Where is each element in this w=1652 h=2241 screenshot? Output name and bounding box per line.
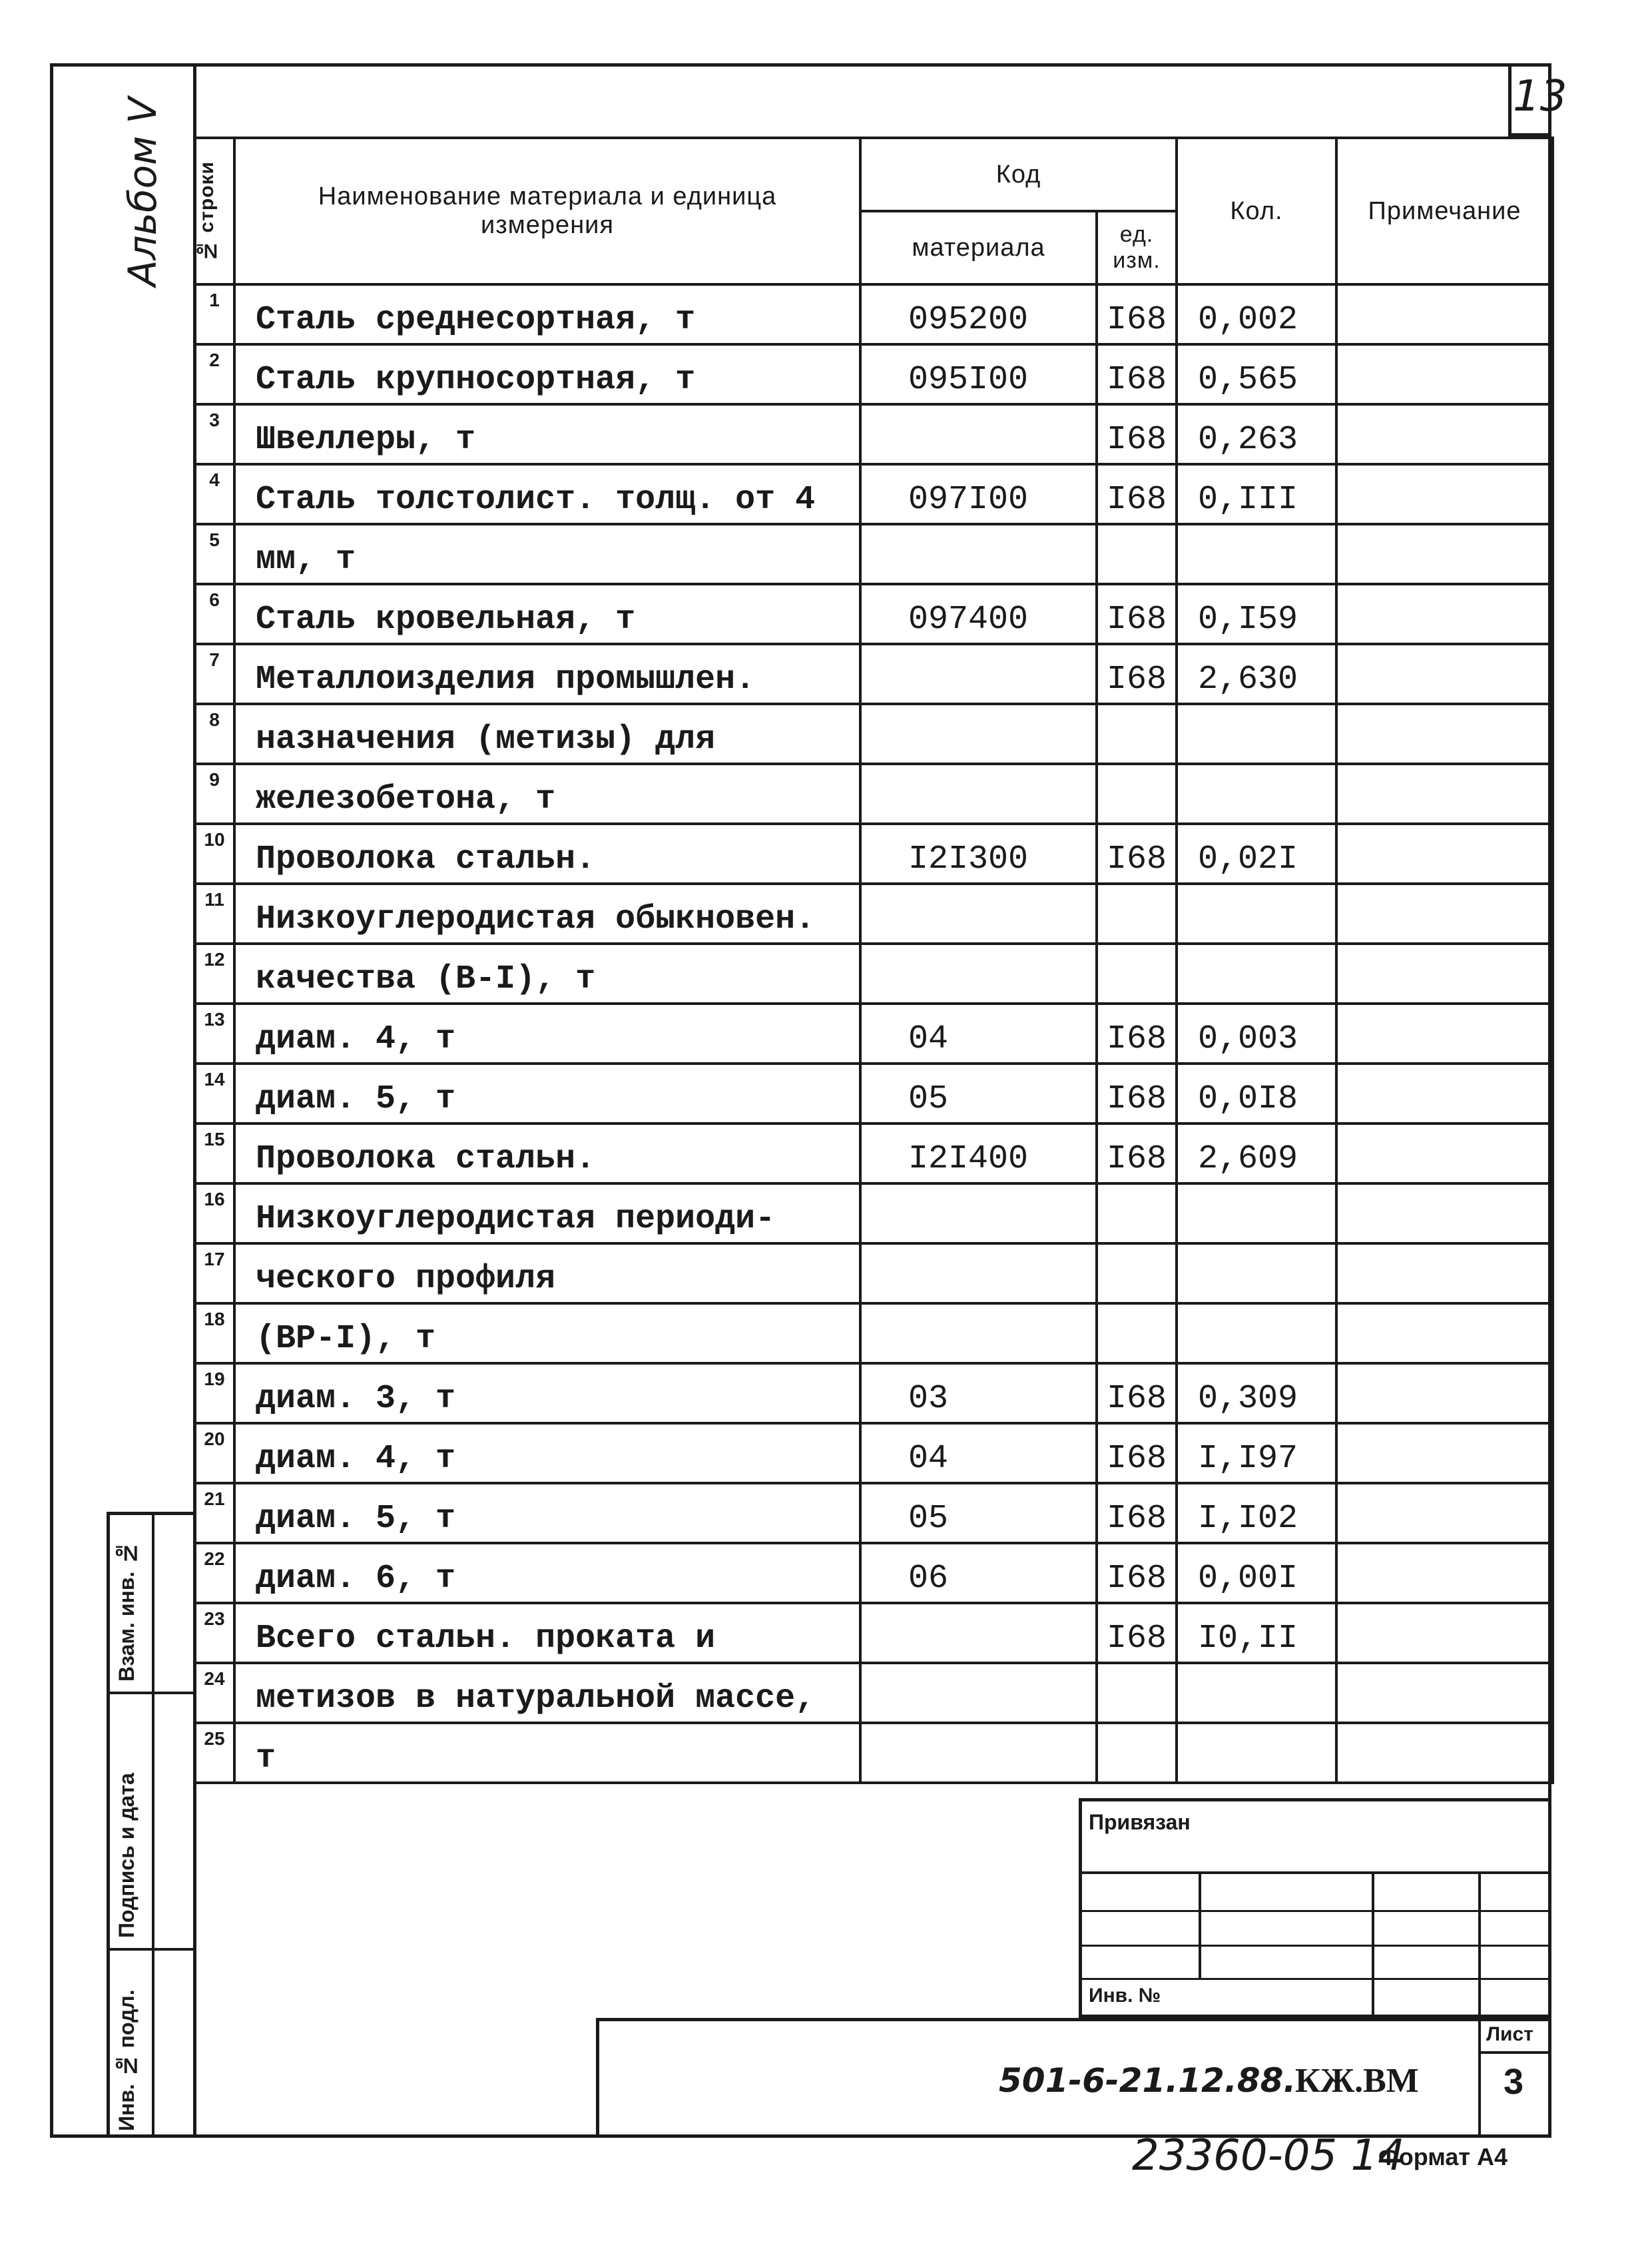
row-note <box>1336 824 1553 884</box>
format-label: Формат А4 <box>1378 2143 1508 2170</box>
row-name: диам. 4, т <box>234 1423 860 1483</box>
row-note <box>1336 404 1553 464</box>
row-qty: 2,630 <box>1177 644 1336 704</box>
row-name: назначения (метизы) для <box>234 704 860 764</box>
table-row <box>194 584 1553 644</box>
row-number: 3 <box>194 404 234 464</box>
row-name: мм, т <box>234 524 860 584</box>
row-material-code <box>860 524 1097 584</box>
table-row <box>194 1243 1553 1303</box>
row-unit: I68 <box>1097 584 1177 644</box>
row-qty: 0,002 <box>1177 284 1336 344</box>
row-unit: I68 <box>1097 284 1177 344</box>
row-material-code <box>860 1303 1097 1363</box>
row-unit <box>1097 1243 1177 1303</box>
row-note <box>1336 1663 1553 1723</box>
row-note <box>1336 1483 1553 1543</box>
row-note <box>1336 1004 1553 1064</box>
doc-mark: КЖ.ВМ <box>1295 2062 1419 2100</box>
row-number: 23 <box>194 1603 234 1663</box>
table-row <box>194 1123 1553 1183</box>
row-qty <box>1177 764 1336 824</box>
row-note <box>1336 644 1553 704</box>
row-number: 4 <box>194 464 234 524</box>
row-unit: I68 <box>1097 824 1177 884</box>
table-row <box>194 284 1553 344</box>
row-number: 6 <box>194 584 234 644</box>
row-material-code: 097400 <box>860 584 1097 644</box>
row-qty <box>1177 524 1336 584</box>
row-qty: 2,609 <box>1177 1123 1336 1183</box>
row-material-code <box>860 1183 1097 1243</box>
side-stamp-divider <box>152 1512 154 2138</box>
header-name: Наименование материала и единица измерения <box>234 138 860 284</box>
row-name: качества (В-I), т <box>234 944 860 1004</box>
row-material-code: 097I00 <box>860 464 1097 524</box>
table-row <box>194 1423 1553 1483</box>
row-material-code <box>860 704 1097 764</box>
sheet-label-line <box>1478 2051 1551 2054</box>
row-qty: 0,309 <box>1177 1363 1336 1423</box>
row-number: 13 <box>194 1004 234 1064</box>
row-material-code <box>860 1243 1097 1303</box>
row-qty: 0,02I <box>1177 824 1336 884</box>
row-material-code <box>860 884 1097 944</box>
header-unit: ед. изм. <box>1097 211 1177 284</box>
row-unit <box>1097 704 1177 764</box>
row-number: 18 <box>194 1303 234 1363</box>
row-name: диам. 3, т <box>234 1363 860 1423</box>
row-note <box>1336 584 1553 644</box>
table-row <box>194 1723 1553 1783</box>
row-unit <box>1097 1663 1177 1723</box>
row-qty: 0,I59 <box>1177 584 1336 644</box>
row-name: Сталь среднесортная, т <box>234 284 860 344</box>
row-name: Проволока стальн. <box>234 1123 860 1183</box>
header-row-1 <box>194 138 1553 211</box>
row-qty <box>1177 884 1336 944</box>
corner-sheet-number: 13 <box>1513 72 1567 121</box>
row-unit: I68 <box>1097 404 1177 464</box>
row-material-code <box>860 1603 1097 1663</box>
row-qty: 0,III <box>1177 464 1336 524</box>
row-number: 10 <box>194 824 234 884</box>
row-material-code <box>860 404 1097 464</box>
row-name: диам. 5, т <box>234 1483 860 1543</box>
row-number: 22 <box>194 1543 234 1603</box>
row-material-code: 04 <box>860 1004 1097 1064</box>
row-material-code: 095200 <box>860 284 1097 344</box>
row-number: 9 <box>194 764 234 824</box>
row-number: 21 <box>194 1483 234 1543</box>
row-unit: I68 <box>1097 1423 1177 1483</box>
table-row <box>194 824 1553 884</box>
bound-label: Привязан <box>1089 1810 1191 1834</box>
row-note <box>1336 464 1553 524</box>
row-qty: I0,II <box>1177 1603 1336 1663</box>
row-number: 12 <box>194 944 234 1004</box>
row-unit: I68 <box>1097 1603 1177 1663</box>
row-note <box>1336 704 1553 764</box>
row-material-code: I2I400 <box>860 1123 1097 1183</box>
row-unit <box>1097 1183 1177 1243</box>
row-unit: I68 <box>1097 1363 1177 1423</box>
row-note <box>1336 1603 1553 1663</box>
row-note <box>1336 764 1553 824</box>
table-row <box>194 1183 1553 1243</box>
row-material-code <box>860 944 1097 1004</box>
row-unit <box>1097 884 1177 944</box>
row-material-code: 095I00 <box>860 344 1097 404</box>
row-material-code: 05 <box>860 1483 1097 1543</box>
row-number: 20 <box>194 1423 234 1483</box>
row-qty <box>1177 704 1336 764</box>
materials-table <box>193 137 1554 1784</box>
side-replace-inv: Взам. инв. № <box>115 1541 138 1682</box>
row-qty: I,I97 <box>1177 1423 1336 1483</box>
row-name: диам. 4, т <box>234 1004 860 1064</box>
row-name: Низкоуглеродистая периоди- <box>234 1183 860 1243</box>
row-qty: I,I02 <box>1177 1483 1336 1543</box>
row-note <box>1336 1064 1553 1123</box>
archive-number: 23360-05 14 <box>1132 2131 1405 2180</box>
row-material-code <box>860 1663 1097 1723</box>
side-stamp-line-2 <box>107 1948 193 1951</box>
row-unit <box>1097 524 1177 584</box>
row-number: 5 <box>194 524 234 584</box>
row-name: диам. 6, т <box>234 1543 860 1603</box>
table-row <box>194 884 1553 944</box>
row-qty <box>1177 1723 1336 1783</box>
row-unit: I68 <box>1097 344 1177 404</box>
table-row <box>194 1303 1553 1363</box>
row-note <box>1336 1123 1553 1183</box>
table-row <box>194 1603 1553 1663</box>
row-unit: I68 <box>1097 1064 1177 1123</box>
table-row <box>194 1004 1553 1064</box>
sheet-value: 3 <box>1504 2062 1524 2102</box>
row-name: Сталь кровельная, т <box>234 584 860 644</box>
row-name: железобетона, т <box>234 764 860 824</box>
row-qty: 0,003 <box>1177 1004 1336 1064</box>
table-row <box>194 704 1553 764</box>
side-sign-date: Подпись и дата <box>115 1773 138 1938</box>
row-name: Всего стальн. проката и <box>234 1603 860 1663</box>
row-name: Металлоизделия промышлен. <box>234 644 860 704</box>
row-number: 24 <box>194 1663 234 1723</box>
row-unit <box>1097 1723 1177 1783</box>
row-name: Сталь толстолист. толщ. от 4 <box>234 464 860 524</box>
row-material-code <box>860 644 1097 704</box>
header-row-no: № строки <box>194 138 234 284</box>
row-name: Проволока стальн. <box>234 824 860 884</box>
row-number: 14 <box>194 1064 234 1123</box>
row-number: 2 <box>194 344 234 404</box>
row-note <box>1336 944 1553 1004</box>
margin-note: Альбом V <box>120 97 165 286</box>
row-qty <box>1177 1183 1336 1243</box>
row-qty: 0,0I8 <box>1177 1064 1336 1123</box>
table-row <box>194 344 1553 404</box>
inv-no-label: Инв. № <box>1089 1985 1161 2007</box>
table-row <box>194 944 1553 1004</box>
row-material-code <box>860 1723 1097 1783</box>
row-unit: I68 <box>1097 464 1177 524</box>
table-row <box>194 1483 1553 1543</box>
side-stamp-line-1 <box>107 1692 193 1694</box>
table-row <box>194 1543 1553 1603</box>
row-unit <box>1097 1303 1177 1363</box>
row-qty <box>1177 1303 1336 1363</box>
row-note <box>1336 284 1553 344</box>
row-note <box>1336 1363 1553 1423</box>
header-material-code: материала <box>860 211 1097 284</box>
row-unit <box>1097 944 1177 1004</box>
side-inv-orig: Инв. № подл. <box>115 1989 138 2131</box>
row-material-code: 04 <box>860 1423 1097 1483</box>
row-name: метизов в натуральной массе, <box>234 1663 860 1723</box>
row-unit: I68 <box>1097 1483 1177 1543</box>
row-material-code: I2I300 <box>860 824 1097 884</box>
row-qty: 0,565 <box>1177 344 1336 404</box>
row-material-code: 06 <box>860 1543 1097 1603</box>
row-material-code: 05 <box>860 1064 1097 1123</box>
sheet-label: Лист <box>1486 2023 1533 2045</box>
row-number: 19 <box>194 1363 234 1423</box>
row-material-code <box>860 764 1097 824</box>
row-note <box>1336 1723 1553 1783</box>
row-note <box>1336 1543 1553 1603</box>
row-note <box>1336 1183 1553 1243</box>
bound-vline-1 <box>1199 1871 1201 1978</box>
row-number: 16 <box>194 1183 234 1243</box>
table-body <box>194 284 1553 1783</box>
row-number: 7 <box>194 644 234 704</box>
row-unit: I68 <box>1097 644 1177 704</box>
row-name: ческого профиля <box>234 1243 860 1303</box>
table-row <box>194 1663 1553 1723</box>
row-unit <box>1097 764 1177 824</box>
table-row <box>194 404 1553 464</box>
row-qty <box>1177 1663 1336 1723</box>
row-name: т <box>234 1723 860 1783</box>
row-unit: I68 <box>1097 1004 1177 1064</box>
doc-code: 501-6-21.12.88. <box>999 2061 1296 2100</box>
header-note: Примечание <box>1336 138 1553 284</box>
row-note <box>1336 1303 1553 1363</box>
row-number: 25 <box>194 1723 234 1783</box>
row-name: Сталь крупносортная, т <box>234 344 860 404</box>
row-name: Низкоуглеродистая обыкновен. <box>234 884 860 944</box>
row-qty: 0,00I <box>1177 1543 1336 1603</box>
row-qty <box>1177 1243 1336 1303</box>
row-qty: 0,263 <box>1177 404 1336 464</box>
row-name: (ВР-I), т <box>234 1303 860 1363</box>
row-unit: I68 <box>1097 1543 1177 1603</box>
row-name: диам. 5, т <box>234 1064 860 1123</box>
table-row <box>194 524 1553 584</box>
header-code-group: Код <box>860 138 1177 211</box>
table-row <box>194 464 1553 524</box>
row-note <box>1336 344 1553 404</box>
row-name: Швеллеры, т <box>234 404 860 464</box>
table-row <box>194 1363 1553 1423</box>
row-number: 1 <box>194 284 234 344</box>
row-material-code: 03 <box>860 1363 1097 1423</box>
table-row <box>194 1064 1553 1123</box>
bound-vline-2 <box>1372 1871 1374 2018</box>
row-number: 17 <box>194 1243 234 1303</box>
row-number: 11 <box>194 884 234 944</box>
row-note <box>1336 1423 1553 1483</box>
row-note <box>1336 524 1553 584</box>
row-number: 15 <box>194 1123 234 1183</box>
table-row <box>194 764 1553 824</box>
row-unit: I68 <box>1097 1123 1177 1183</box>
table-row <box>194 644 1553 704</box>
row-number: 8 <box>194 704 234 764</box>
row-note <box>1336 1243 1553 1303</box>
header-qty: Кол. <box>1177 138 1336 284</box>
row-qty <box>1177 944 1336 1004</box>
row-note <box>1336 884 1553 944</box>
